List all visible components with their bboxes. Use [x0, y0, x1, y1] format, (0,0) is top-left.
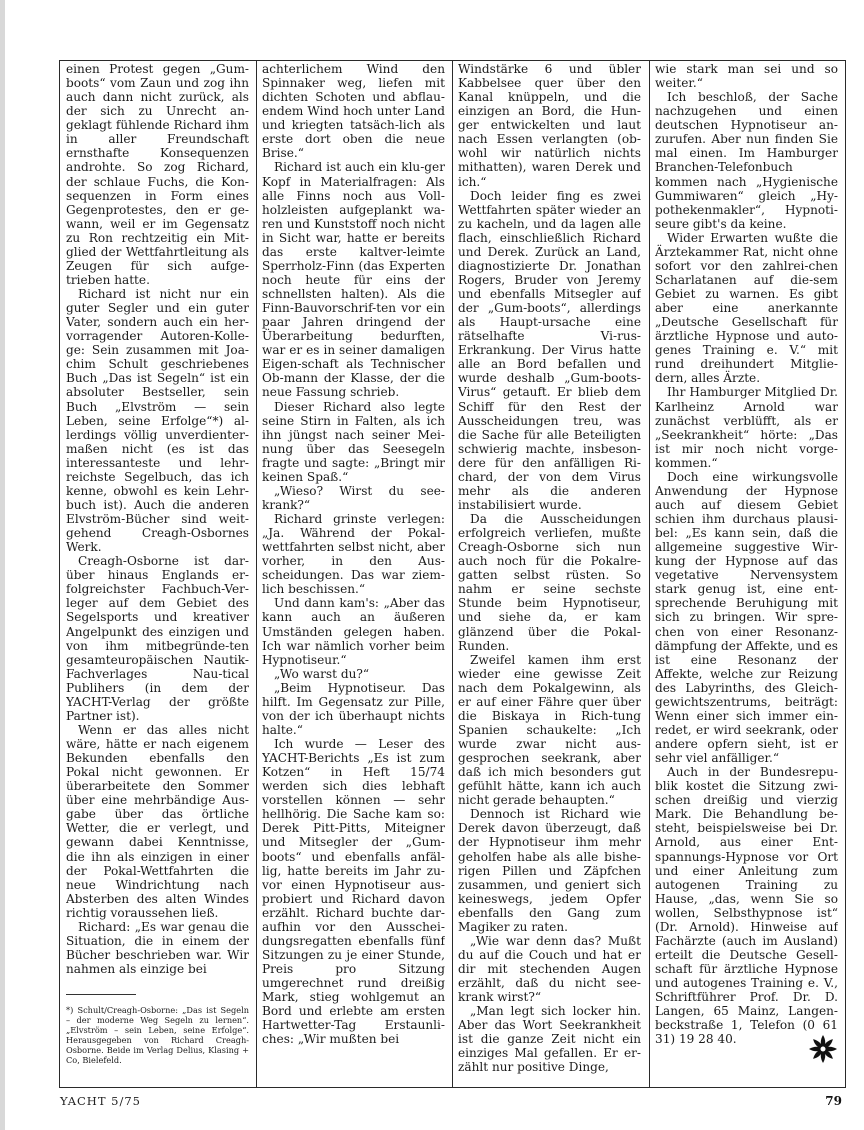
paragraph: Doch leider fing es zwei Wettfahrten später wieder an zu kacheln, und da lagen alle flach, einschließlich Richard und Derek. Zurück an Land, diagnostizierte Dr. Jonathan Rogers, Bruder von Jeremy und ebenfalls Mitsegler auf der „Gum-boots“, allerdings als Haupt-ursache eine rätselhafte Vi-rus-Erkrankung. Der Virus hatte alle an Bord befallen und wurde deshalb „Gum-boots-Virus“ getauft. Er blieb dem Schiff für den Rest der Ausscheidungen treu, was die Sache für alle Beteiligten schwierig machte, insbeson-dere für den anfälligen Ri-chard, der von dem Virus mehr als die anderen instabilisiert wurde. [458, 188, 641, 512]
paragraph: Creagh-Osborne ist dar-über hinaus Englands er-folgreichster Fachbuch-Ver-leger auf dem Gebiet des Segelsports und kreativer Angelpunkt des einzigen und von ihm mitbegründe-ten gesamteuropäischen Nautik-Fachverlages Nau-tical Publihers (in dem der YACHT-Verlag der größte Partner ist). [66, 554, 249, 723]
paragraph: Ich wurde — Leser des YACHT-Berichts „Es ist zum Kotzen“ in Heft 15/74 werden sich dies lebhaft vorstellen können — sehr hellhörig. Die Sache kam so: Derek Pitt-Pitts, Miteigner und Mitsegler der „Gum-boots“ und ebenfalls anfäl-lig, hatte bereits im Jahr zu-vor einen Hypnotiseur aus-probiert und Richard davon erzählt. Richard buchte dar-aufhin vor den Ausschei-dungsregatten ebenfalls fünf Sitzungen zu je einer Stunde, Preis pro Sitzung umgerechnet rund dreißig Mark, stieg wohlgemut an Bord und erlebte am ersten Hartwetter-Tag Erstaunli-ches: „Wir mußten bei [262, 737, 445, 1047]
paragraph: „Wo warst du?“ [274, 666, 370, 681]
paragraph: „Man legt sich locker hin. Aber das Wort Seekrankheit ist die ganze Zeit nicht ein einziges Mal gefallen. Er er-zählt nur positive Dinge, [458, 1004, 641, 1075]
paragraph: Windstärke 6 und übler Kabbelsee quer über den Kanal knüppeln, und die einzigen an Bord, die Hun-ger entwickelten und laut nach Essen verlangten (ob-wohl wir natürlich nichts mithatten), waren Derek und ich.“ [458, 62, 641, 189]
paragraph: Dieser Richard also legte seine Stirn in Falten, als ich ihn jüngst nach seiner Mei-nung über das Seesegeln fragte und sagte: „Bringt mir keinen Spaß.“ [262, 399, 445, 484]
paragraph: Und dann kam's: „Aber das kann auch an äußeren Umständen gelegen haben. Ich war nämlich vorher beim Hypnotiseur.“ [262, 596, 445, 667]
paragraph: Richard: „Es war genau die Situation, die in einem der Bücher beschrieben war. Wir nahmen als einzige bei [66, 919, 249, 976]
column-3 [458, 62, 641, 1086]
paragraph: Dennoch ist Richard wie Derek davon überzeugt, daß der Hypnotiseur ihm mehr geholfen habe als alle bishe-rigen Pillen und Zäpfchen zusammen, und geniert sich keineswegs, jedem Opfer ebenfalls den Gang zum Magiker zu raten. [458, 807, 641, 934]
paragraph: Richard grinste verlegen: „Ja. Während der Pokal-wettfahrten selbst nicht, aber vorher, in den Aus-scheidungen. Das war ziem-lich beschissen.“ [262, 512, 445, 597]
end-mark-icon [808, 1034, 838, 1064]
page-number: 79 [825, 1094, 842, 1108]
paragraph: Ihr Hamburger Mitglied Dr. Karlheinz Arnold war zunächst verblüfft, als er „Seekrankheit“ hörte: „Das ist mir noch nicht vorge-kommen.“ [655, 385, 838, 470]
paragraph: Zweifel kamen ihm erst wieder eine gewisse Zeit nach dem Pokalgewinn, als er auf einer Fähre quer über die Biskaya in Rich-tung Spanien schaukelte: „Ich wurde zwar nicht aus-gesprochen seekrank, aber daß ich mich besonders gut gefühlt hätte, kann ich auch nicht gerade behaupten.“ [458, 652, 641, 808]
column-rule [649, 60, 650, 1088]
paragraph: Da die Ausscheidungen erfolgreich verliefen, mußte Creagh-Osborne sich nun auch noch für die Pokalre-gatten selbst rüsten. So nahm er seine sechste Stunde beim Hypnotiseur, und siehe da, er kam glänzend über die Pokal-Runden. [458, 512, 641, 653]
column-rule [452, 60, 453, 1088]
paragraph: Auch in der Bundesrepu-blik kostet die Sitzung zwi-schen dreißig und vierzig Mark. Die Behandlung be-steht, beispielsweise bei Dr. Arnold, aus einer Ent-spannungs-Hypnose vor Ort und einer Anleitung zum autogenen Training zu Hause, „das, wenn Sie so wollen, Selbsthypnose ist“ (Dr. Arnold). Hinweise auf Fachärzte (auch im Ausland) erteilt die Deutsche Gesell-schaft für ärztliche Hypnose und autogenes Training e. V., Schriftführer Prof. Dr. D. Langen, 65 Mainz, Langen-beckstraße 1, Telefon (0 61 31) 19 28 40. [655, 765, 838, 1047]
paragraph: Wider Erwarten wußte die Ärztekammer Rat, nicht ohne sofort vor den zahlrei-chen Scharlatanen auf die-sem Gebiet zu warnen. Es gibt aber eine anerkannte „Deutsche Gesellschaft für ärztliche Hypnose und auto-genes Training e. V.“ mit rund dreihundert Mitglie-dern, alles Ärzte. [655, 230, 838, 386]
footnote [66, 994, 249, 1066]
page-edge [0, 0, 5, 1130]
paragraph: Wenn er das alles nicht wäre, hätte er nach eigenem Bekunden ebenfalls den Pokal nicht gewonnen. Er überarbeitete den Sommer über eine mehrbändige Aus-gabe über das örtliche Wetter, die er verlegt, und gewann dabei Kenntnisse, die ihn als einzigen in einer der Pokal-Wettfahrten die neue Windrichtung nach Absterben des alten Windes richtig voraussehen ließ. [66, 722, 249, 920]
folio-magazine: YACHT 5/75 [60, 1094, 141, 1108]
paragraph: einen Protest gegen „Gum-boots“ vom Zaun und zog ihn auch dann nicht zurück, als der sich zu Unrecht an-geklagt fühlende Richard ihm in aller Freundschaft ernsthafte Konsequenzen androhte. So zog Richard, der schlaue Fuchs, die Kon-sequenzen in Form eines Gegenprotestes, den er ge-wann, weil er im Gegensatz zu Ron rechtzeitig ein Mit-glied der Wettfahrtleitung als Zeugen für sich aufge-trieben hatte. [66, 62, 249, 287]
paragraph: wie stark man sei und so weiter.“ [655, 62, 838, 91]
column-4 [655, 62, 838, 1086]
footnote-text: *) Schult/Creagh-Osborne: „Das ist Segeln – der moderne Weg Segeln zu lernen“. „Elvström – sein Leben, seine Erfolge“. Herausgegeben von Richard Creagh-Osborne. Beide im Verlag Delius, Klasing + Co, Bielefeld. [66, 1005, 249, 1066]
paragraph: achterlichem Wind den Spinnaker weg, liefen mit dichten Schoten und abflau-endem Wind hoch unter Land und kriegten tatsäch-lich als erste dort oben die neue Brise.“ [262, 62, 445, 161]
column-2 [262, 62, 445, 1086]
paragraph: „Wieso? Wirst du see-krank?“ [262, 483, 445, 512]
paragraph: Doch eine wirkungsvolle Anwendung der Hypnose auch auf diesem Gebiet schien ihm durchaus plausi-bel: „Es kann sein, daß die allgemeine suggestive Wir-kung der Hypnose auf das vegetative Nervensystem stark genug ist, eine ent-sprechende Beruhigung mit sich zu bringen. Wir spre-chen von einer Resonanz-dämpfung der Affekte, und es ist eine Resonanz der Affekte, welche zur Reizung des Labyrinths, des Gleich-gewichtszentrums, beiträgt: Wenn einer sich immer ein-redet, er wird seekrank, oder andere opfern sieht, ist er sehr viel anfälliger.“ [655, 469, 838, 766]
column-1 [66, 62, 249, 1086]
paragraph: „Wie war denn das? Mußt du auf die Couch und hat er dir mit stechenden Augen erzählt, daß du nicht see-krank wirst?“ [458, 933, 641, 1005]
paragraph: Richard ist auch ein klu-ger Kopf in Materialfragen: Als alle Finns noch aus Voll-holzleisten aufgeplankt wa-ren und Kunststoff noch nicht in Sicht war, hatte er bereits das erste kaltver-leimte Sperrholz-Finn (das Experten noch heute für eins der schnellsten halten). Als die Finn-Bauvorschrif-ten vor ein paar Jahren dringend der Überarbeitung bedurften, war er es in seiner damaligen Eigen-schaft als Technischer Ob-mann der Klasse, der die neue Fassung schrieb. [262, 160, 445, 400]
paragraph: Ich beschloß, der Sache nachzugehen und einen deutschen Hypnotiseur an-zurufen. Aber nun finden Sie mal einen. Im Hamburger Branchen-Telefonbuch kommen nach „Hygienische Gummiwaren“ gleich „Hy-pothekenmakler“, Hypnoti-seure gibt's da keine. [655, 90, 838, 231]
paragraph: „Beim Hypnotiseur. Das hilft. Im Gegensatz zur Pille, von der ich überhaupt nichts halte.“ [262, 680, 445, 737]
column-rule [256, 60, 257, 1088]
paragraph: Richard ist nicht nur ein guter Segler und ein guter Vater, sondern auch ein her-vorragender Autoren-Kolle-ge: Sein zusammen mit Joa-chim Schult geschriebenes Buch „Das ist Segeln“ ist ein absoluter Bestseller, sein Buch „Elvström — sein Leben, seine Erfolge“*) al-lerdings völlig unverdienter-maßen nicht (es ist das interessanteste und lehr-reichste Segelbuch, das ich kenne, obwohl es kein Lehr-buch ist). Auch die anderen Elvström-Bücher sind weit-gehend Creagh-Osbornes Werk. [66, 287, 249, 555]
